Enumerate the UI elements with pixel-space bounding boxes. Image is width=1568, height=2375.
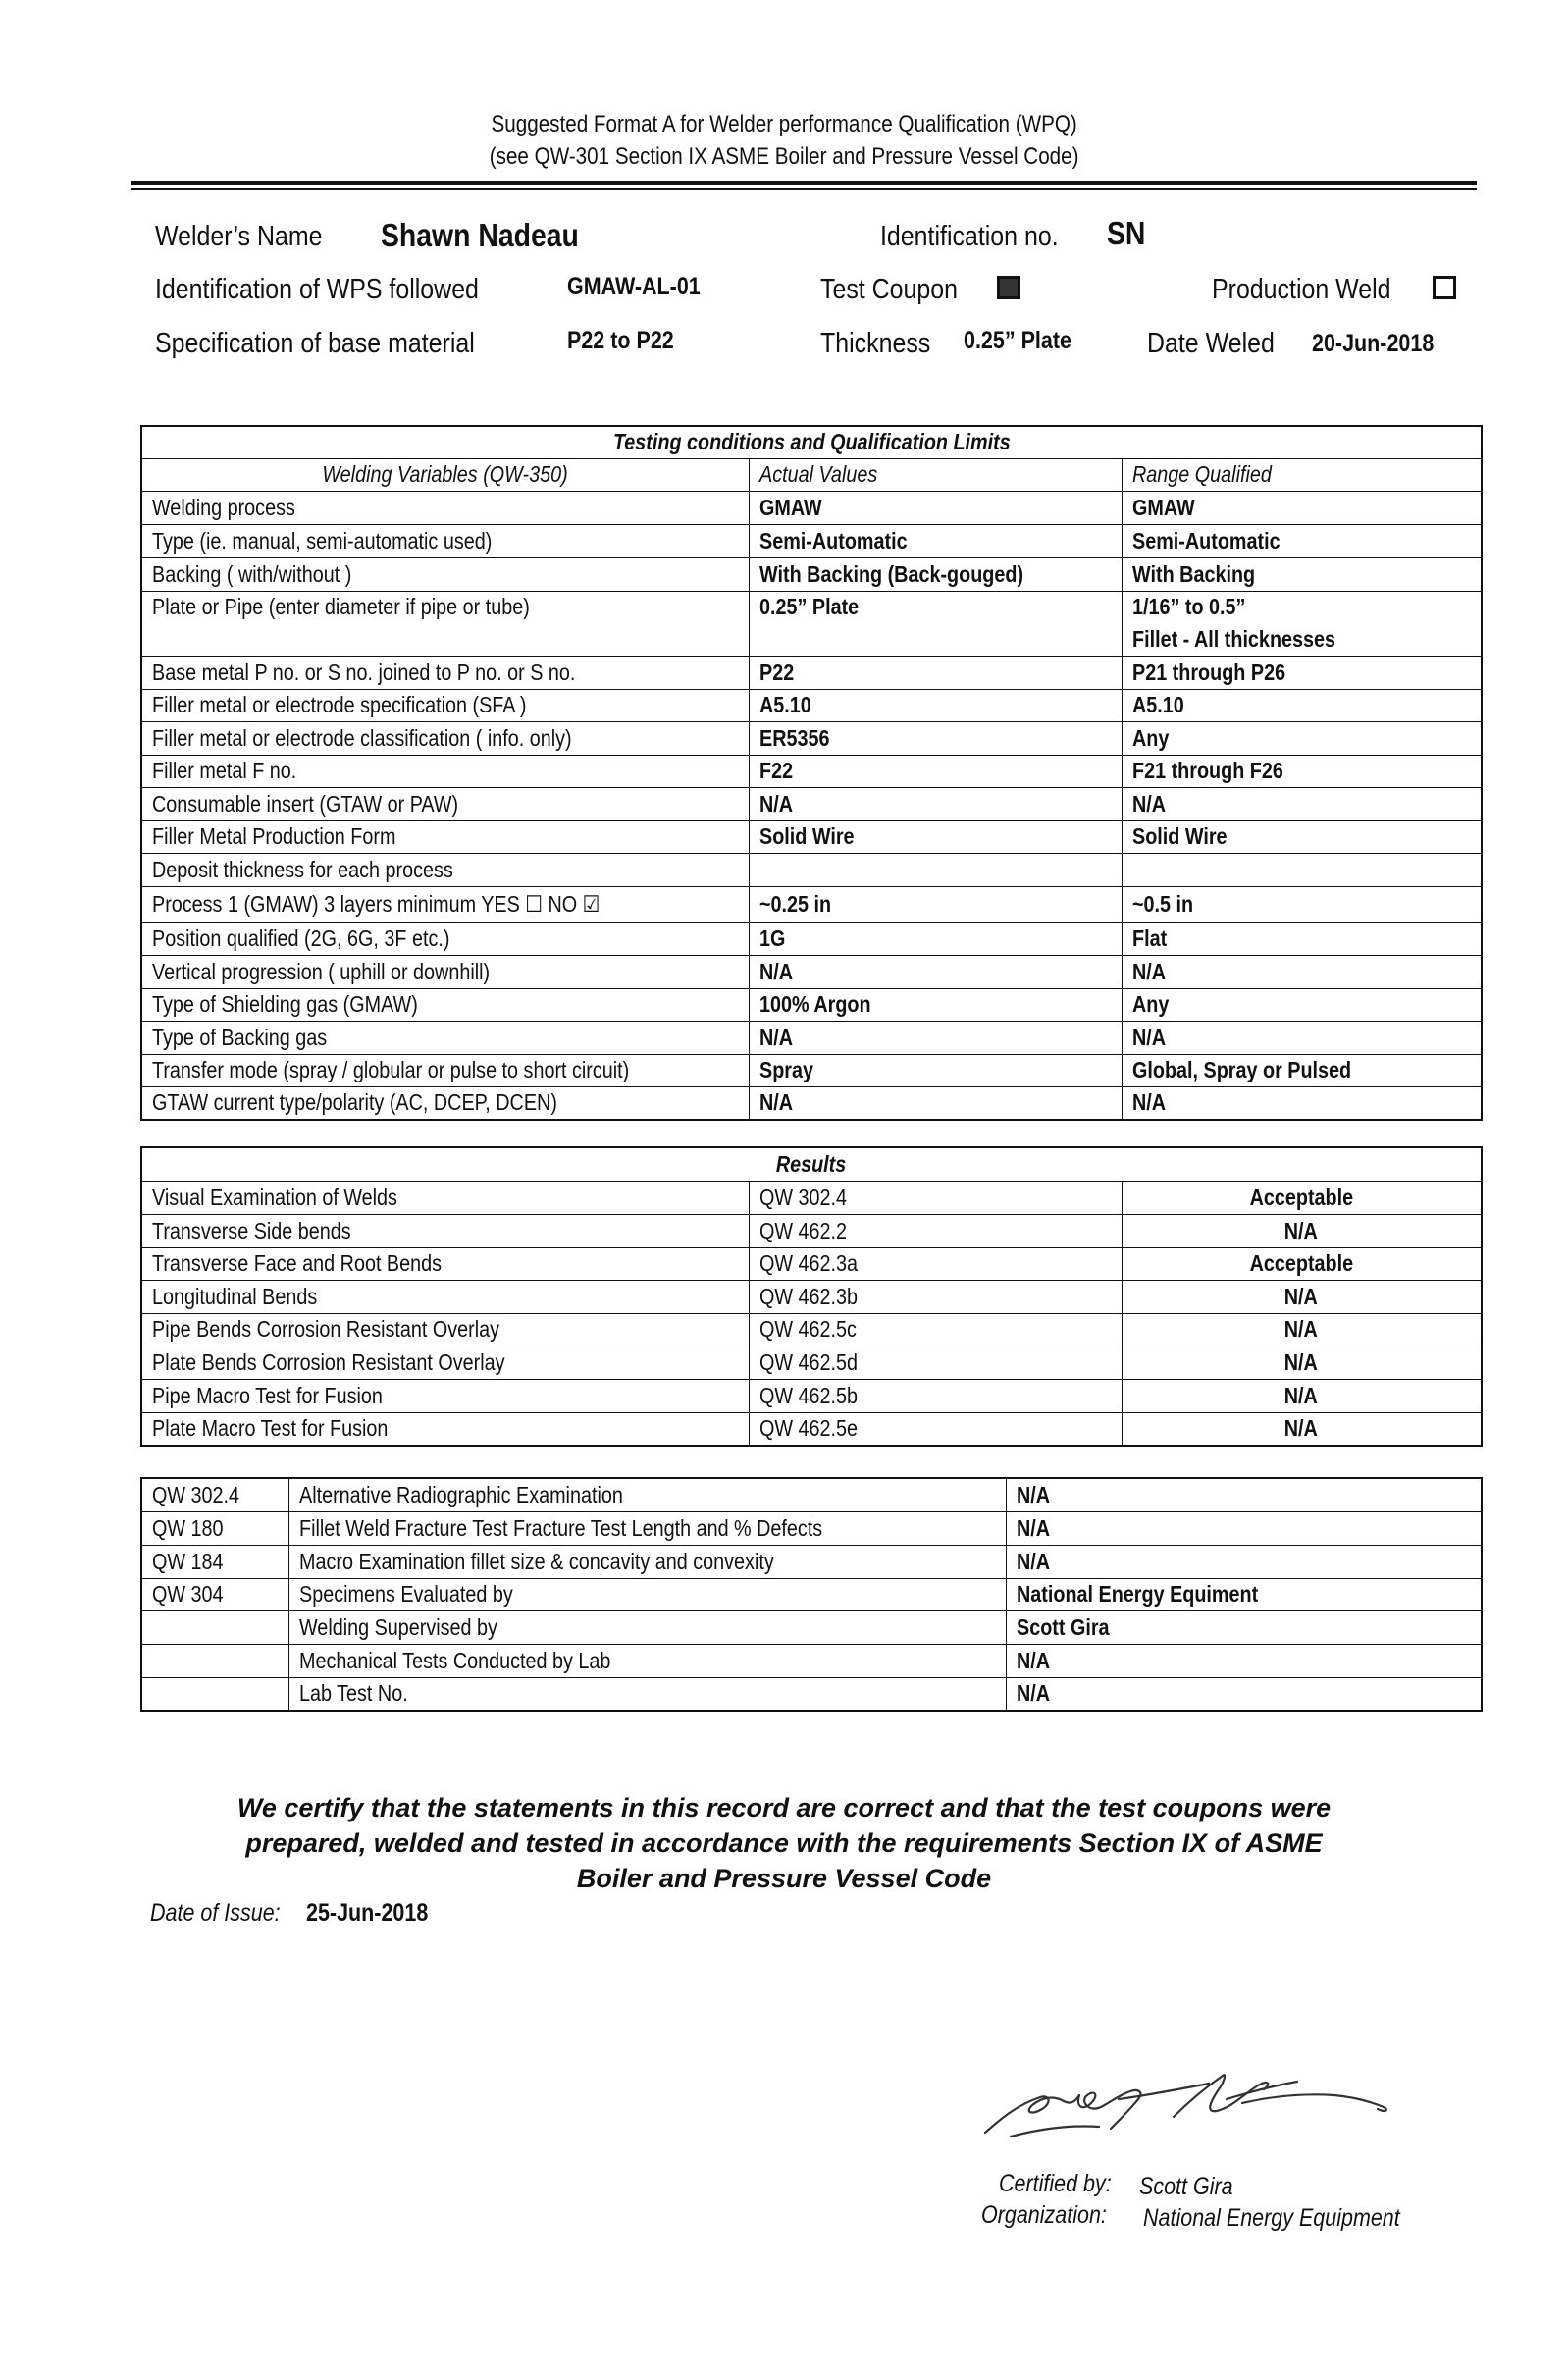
value-cell: N/A [1006, 1511, 1482, 1545]
table-row [141, 1346, 1482, 1379]
actual-value-cell: Spray [749, 1054, 1122, 1086]
variable-cell: Transfer mode (spray / globular or pulse to short circuit) [141, 1054, 749, 1086]
table-row [141, 591, 1482, 623]
certification-statement [0, 1790, 1568, 1896]
code-cell [141, 1677, 288, 1711]
code-cell [141, 1644, 288, 1677]
table-row [141, 1511, 1482, 1545]
test-result-cell: Acceptable [1122, 1247, 1482, 1280]
table-row [141, 524, 1482, 557]
results-title: Results [141, 1147, 1482, 1181]
range-qualified-cell: N/A [1122, 1021, 1482, 1054]
table-caption-row [141, 426, 1482, 458]
date-welded-value: 20-Jun-2018 [1312, 330, 1435, 357]
test-result-cell: N/A [1122, 1412, 1482, 1446]
test-name-cell: Pipe Bends Corrosion Resistant Overlay [141, 1313, 749, 1346]
certification-line-2: prepared, welded and tested in accordance with the requirements Section IX of ASME [245, 1828, 1323, 1858]
code-cell [141, 1610, 288, 1644]
actual-value-cell: ER5356 [749, 721, 1122, 755]
description-cell: Fillet Weld Fracture Test Fracture Test Length and % Defects [288, 1511, 1006, 1545]
table-row [141, 988, 1482, 1021]
variable-cell: Type (ie. manual, semi-automatic used) [141, 524, 749, 557]
value-cell: N/A [1006, 1644, 1482, 1677]
range-qualified-cell: N/A [1122, 1086, 1482, 1120]
actual-value-cell: P22 [749, 656, 1122, 689]
test-reference-cell: QW 462.2 [749, 1214, 1122, 1247]
date-of-issue-value: 25-Jun-2018 [306, 1899, 429, 1926]
variable-cell: Backing ( with/without ) [141, 557, 749, 591]
test-name-cell: Longitudinal Bends [141, 1280, 749, 1313]
range-qualified-cell: A5.10 [1122, 689, 1482, 721]
actual-value-cell: F22 [749, 755, 1122, 787]
variable-cell: Base metal P no. or S no. joined to P no. or S no. [141, 656, 749, 689]
test-coupon-label: Test Coupon [820, 274, 959, 305]
variable-cell: GTAW current type/polarity (AC, DCEP, DCEN) [141, 1086, 749, 1120]
table-row [141, 1644, 1482, 1677]
thickness-label: Thickness [820, 328, 931, 359]
test-name-cell: Transverse Side bends [141, 1214, 749, 1247]
test-result-cell: N/A [1122, 1346, 1482, 1379]
date-of-issue-label: Date of Issue: [150, 1899, 281, 1926]
thickness-value: 0.25” Plate [964, 327, 1071, 354]
table-row [141, 491, 1482, 524]
value-cell: Scott Gira [1006, 1610, 1482, 1644]
test-result-cell: N/A [1122, 1313, 1482, 1346]
organization-label: Organization: [981, 2201, 1107, 2229]
test-name-cell: Pipe Macro Test for Fusion [141, 1379, 749, 1412]
table-row [141, 1021, 1482, 1054]
variable-cell: Deposit thickness for each process [141, 853, 749, 886]
range-qualified-cell: Fillet - All thicknesses [1122, 623, 1482, 656]
table-row [141, 1247, 1482, 1280]
column-header-range-qualified: Range Qualified [1122, 458, 1482, 491]
table-row [141, 955, 1482, 988]
table-row [141, 755, 1482, 787]
actual-value-cell: GMAW [749, 491, 1122, 524]
actual-value-cell: N/A [749, 787, 1122, 820]
production-weld-label: Production Weld [1212, 274, 1391, 305]
actual-value-cell: 100% Argon [749, 988, 1122, 1021]
variable-cell: Filler metal F no. [141, 755, 749, 787]
test-reference-cell: QW 302.4 [749, 1181, 1122, 1214]
variable-cell: Plate or Pipe (enter diameter if pipe or tube) [141, 591, 749, 623]
variable-cell: Position qualified (2G, 6G, 3F etc.) [141, 922, 749, 955]
range-qualified-cell: N/A [1122, 955, 1482, 988]
test-coupon-checkbox[interactable] [997, 276, 1020, 299]
table-caption-row [141, 1147, 1482, 1181]
description-cell: Alternative Radiographic Examination [288, 1478, 1006, 1511]
code-cell: QW 184 [141, 1545, 288, 1578]
variable-cell: Type of Backing gas [141, 1021, 749, 1054]
form-title: Suggested Format A for Welder performance Qualification (WPQ) [491, 111, 1077, 137]
table-row [141, 1545, 1482, 1578]
column-header-actual-values: Actual Values [749, 458, 1122, 491]
other-tests-table [140, 1477, 1483, 1712]
range-qualified-cell: P21 through P26 [1122, 656, 1482, 689]
identification-no-label: Identification no. [880, 221, 1059, 252]
range-qualified-cell: Semi-Automatic [1122, 524, 1482, 557]
code-cell: QW 180 [141, 1511, 288, 1545]
code-cell: QW 302.4 [141, 1478, 288, 1511]
table-row [141, 1610, 1482, 1644]
form-subtitle: (see QW-301 Section IX ASME Boiler and Pressure Vessel Code) [489, 143, 1079, 170]
actual-value-cell: Solid Wire [749, 820, 1122, 853]
table-row [141, 820, 1482, 853]
range-qualified-cell [1122, 853, 1482, 886]
table-header-row [141, 458, 1482, 491]
table-row [141, 656, 1482, 689]
actual-value-cell: Semi-Automatic [749, 524, 1122, 557]
value-cell: N/A [1006, 1478, 1482, 1511]
table-row [141, 1578, 1482, 1610]
test-name-cell: Plate Macro Test for Fusion [141, 1412, 749, 1446]
range-qualified-cell: Global, Spray or Pulsed [1122, 1054, 1482, 1086]
value-cell: N/A [1006, 1677, 1482, 1711]
header-rule-thick [131, 181, 1477, 185]
date-welded-label: Date Weled [1147, 328, 1275, 359]
variable-cell [141, 623, 749, 656]
identification-no-value: SN [1107, 215, 1146, 251]
table-row [141, 1677, 1482, 1711]
wps-value: GMAW-AL-01 [567, 273, 701, 300]
test-reference-cell: QW 462.3a [749, 1247, 1122, 1280]
header-rule-thin [131, 188, 1477, 190]
actual-value-cell: 0.25” Plate [749, 591, 1122, 623]
testing-conditions-title: Testing conditions and Qualification Limits [141, 426, 1482, 458]
actual-value-cell: N/A [749, 1086, 1122, 1120]
table-row [141, 1379, 1482, 1412]
table-row [141, 1181, 1482, 1214]
table-row [141, 787, 1482, 820]
actual-value-cell: N/A [749, 955, 1122, 988]
actual-value-cell: A5.10 [749, 689, 1122, 721]
table-row [141, 1054, 1482, 1086]
test-reference-cell: QW 462.5d [749, 1346, 1122, 1379]
certification-line-3: Boiler and Pressure Vessel Code [576, 1864, 992, 1893]
table-row [141, 1280, 1482, 1313]
range-qualified-cell: Any [1122, 988, 1482, 1021]
variable-cell: Welding process [141, 491, 749, 524]
test-reference-cell: QW 462.3b [749, 1280, 1122, 1313]
range-qualified-cell: Any [1122, 721, 1482, 755]
table-row [141, 886, 1482, 922]
test-reference-cell: QW 462.5c [749, 1313, 1122, 1346]
test-result-cell: N/A [1122, 1214, 1482, 1247]
organization-value: National Energy Equipment [1143, 2204, 1400, 2232]
table-row [141, 721, 1482, 755]
variable-cell: Consumable insert (GTAW or PAW) [141, 787, 749, 820]
certified-by-label: Certified by: [999, 2170, 1112, 2197]
welder-name-value: Shawn Nadeau [381, 217, 579, 253]
certified-by-value: Scott Gira [1139, 2173, 1233, 2200]
table-row [141, 1478, 1482, 1511]
variable-cell: Type of Shielding gas (GMAW) [141, 988, 749, 1021]
description-cell: Specimens Evaluated by [288, 1578, 1006, 1610]
range-qualified-cell: Solid Wire [1122, 820, 1482, 853]
test-name-cell: Plate Bends Corrosion Resistant Overlay [141, 1346, 749, 1379]
testing-conditions-table [140, 425, 1483, 1121]
actual-value-cell: N/A [749, 1021, 1122, 1054]
test-result-cell: N/A [1122, 1379, 1482, 1412]
range-qualified-cell: Flat [1122, 922, 1482, 955]
wps-label: Identification of WPS followed [155, 274, 479, 305]
test-result-cell: Acceptable [1122, 1181, 1482, 1214]
test-name-cell: Transverse Face and Root Bends [141, 1247, 749, 1280]
variable-cell: Filler metal or electrode specification (SFA ) [141, 689, 749, 721]
variable-cell: Filler Metal Production Form [141, 820, 749, 853]
range-qualified-cell: N/A [1122, 787, 1482, 820]
code-cell: QW 304 [141, 1578, 288, 1610]
actual-value-cell: 1G [749, 922, 1122, 955]
signature-image [981, 2056, 1403, 2144]
table-row [141, 557, 1482, 591]
table-row [141, 853, 1482, 886]
table-row [141, 1214, 1482, 1247]
table-row [141, 623, 1482, 656]
description-cell: Welding Supervised by [288, 1610, 1006, 1644]
table-row [141, 922, 1482, 955]
table-row [141, 1412, 1482, 1446]
test-reference-cell: QW 462.5b [749, 1379, 1122, 1412]
production-weld-checkbox[interactable] [1433, 276, 1456, 299]
range-qualified-cell: GMAW [1122, 491, 1482, 524]
range-qualified-cell: F21 through F26 [1122, 755, 1482, 787]
variable-cell: Filler metal or electrode classification ( info. only) [141, 721, 749, 755]
welder-name-label: Welder’s Name [155, 221, 323, 252]
value-cell: N/A [1006, 1545, 1482, 1578]
results-table [140, 1146, 1483, 1447]
table-row [141, 1313, 1482, 1346]
certification-line-1: We certify that the statements in this record are correct and that the test coupons were [236, 1793, 1332, 1822]
actual-value-cell [749, 623, 1122, 656]
value-cell: National Energy Equiment [1006, 1578, 1482, 1610]
test-result-cell: N/A [1122, 1280, 1482, 1313]
description-cell: Mechanical Tests Conducted by Lab [288, 1644, 1006, 1677]
test-name-cell: Visual Examination of Welds [141, 1181, 749, 1214]
variable-cell: Process 1 (GMAW) 3 layers minimum YES ☐ NO ☑ [141, 886, 749, 922]
base-material-value: P22 to P22 [567, 327, 674, 354]
actual-value-cell [749, 853, 1122, 886]
table-row [141, 689, 1482, 721]
actual-value-cell: With Backing (Back-gouged) [749, 557, 1122, 591]
range-qualified-cell: With Backing [1122, 557, 1482, 591]
variable-cell: Vertical progression ( uphill or downhill) [141, 955, 749, 988]
test-reference-cell: QW 462.5e [749, 1412, 1122, 1446]
description-cell: Lab Test No. [288, 1677, 1006, 1711]
range-qualified-cell: 1/16” to 0.5” [1122, 591, 1482, 623]
description-cell: Macro Examination fillet size & concavity and convexity [288, 1545, 1006, 1578]
range-qualified-cell: ~0.5 in [1122, 886, 1482, 922]
column-header-welding-variables: Welding Variables (QW-350) [141, 458, 749, 491]
base-material-label: Specification of base material [155, 328, 475, 359]
table-row [141, 1086, 1482, 1120]
actual-value-cell: ~0.25 in [749, 886, 1122, 922]
